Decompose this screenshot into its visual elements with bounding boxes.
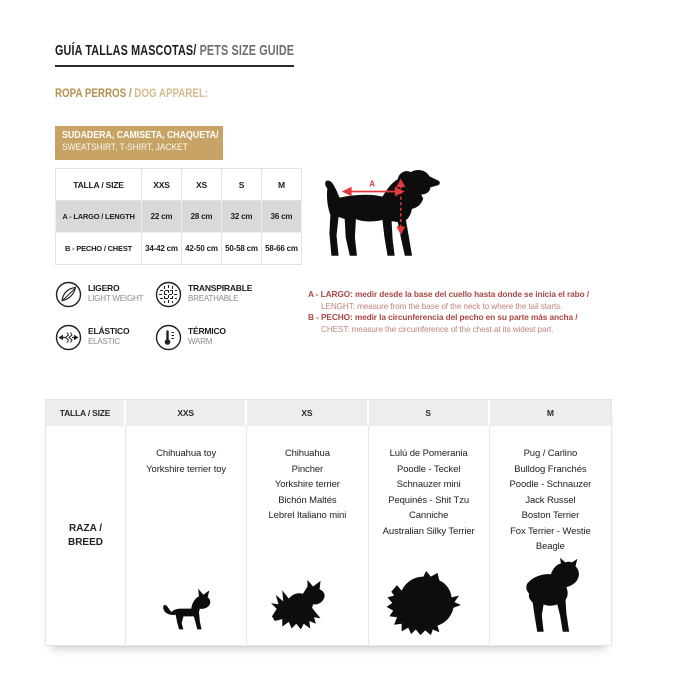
note-a-label: A - LARGO: — [308, 289, 353, 299]
category-line-es: SUDADERA, CAMISETA, CHAQUETA/ — [62, 130, 219, 141]
longhair-chihuahua-silhouette — [266, 579, 348, 635]
breed-item: Yorkshire terrier toy — [146, 463, 227, 475]
breed-table — [45, 399, 612, 646]
feature-name-en: BREATHABLE — [188, 293, 239, 303]
note-a-label-en: LENGHT: — [321, 301, 355, 311]
breed-row-label-en: BREED — [67, 537, 103, 548]
chest-value: 42-50 cm — [182, 233, 222, 265]
size-table-header-cell: S — [222, 169, 262, 201]
breed-item: Bulldog Franchés — [514, 463, 587, 475]
note-b-es — [308, 312, 618, 324]
breed-item: Beagle — [535, 541, 565, 552]
length-value: 22 cm — [142, 201, 182, 233]
breed-item: Pug / Carlino — [523, 448, 578, 459]
feature-name-en: LIGHT WEIGHT — [88, 293, 144, 303]
breed-item: Boston Terrier — [521, 510, 580, 521]
breed-list-xxs — [126, 426, 246, 477]
breed-list-xs — [247, 426, 367, 524]
breed-item: Australian Silky Terrier — [382, 525, 475, 537]
breed-item: Fox Terrier - Westie — [510, 525, 591, 537]
chihuahua-silhouette — [160, 585, 212, 633]
size-table-header-cell: XS — [182, 169, 222, 201]
breed-row-label — [46, 426, 126, 646]
pomeranian-silhouette — [380, 571, 478, 637]
breed-table-body — [46, 425, 611, 646]
note-b-text: medir la circunferencia del pecho en su parte más ancha / — [352, 312, 578, 322]
page-title-en: PETS SIZE GUIDE — [196, 42, 295, 59]
feature-name-en: ELASTIC — [88, 336, 120, 346]
mesh-icon — [155, 281, 182, 308]
feature-lightweight — [55, 281, 155, 308]
note-b-text-en: measure the circumference of the chest at its widest part. — [349, 324, 554, 334]
feature-breathable — [155, 281, 265, 308]
feature-name-es: LIGERO — [88, 283, 120, 293]
breed-table-header — [46, 400, 611, 425]
size-table-header-cell: TALLA / SIZE — [56, 169, 142, 201]
chest-row — [56, 233, 302, 265]
feature-elastic — [55, 324, 155, 351]
french-bulldog-silhouette — [517, 557, 583, 639]
length-value: 28 cm — [182, 201, 222, 233]
measure-a-label: A — [369, 179, 376, 189]
breed-column-s — [369, 426, 490, 646]
dog-measure-diagram-icon — [316, 166, 456, 268]
category-line-en: SWEATSHIRT, T-SHIRT, JACKET — [62, 142, 188, 153]
breed-item: Canniche — [408, 510, 449, 521]
note-a-en — [308, 301, 618, 313]
breed-item: Pincher — [291, 463, 324, 475]
breed-item: Chihuahua — [284, 448, 330, 459]
chest-value: 34-42 cm — [142, 233, 182, 265]
note-a-text-en: measure from the base of the neck to where the tail starts. — [354, 301, 563, 311]
breed-item: Jack Russel — [525, 494, 576, 506]
note-b-label: B - PECHO: — [308, 312, 353, 322]
breed-header-cell: XS — [247, 400, 368, 425]
length-row-label: A - LARGO / LENGTH — [56, 201, 142, 233]
length-value: 32 cm — [222, 201, 262, 233]
breed-item: Yorkshire terrier — [274, 479, 340, 490]
breed-header-cell: TALLA / SIZE — [46, 400, 126, 425]
section-subtitle — [55, 88, 208, 100]
size-table-header-row — [56, 169, 302, 201]
note-b-label-en: CHEST: — [321, 324, 350, 334]
feature-warm — [155, 324, 265, 351]
note-b-en — [308, 324, 618, 336]
page-title-es: GUÍA TALLAS MASCOTAS/ — [55, 42, 197, 59]
measurement-notes — [308, 289, 618, 335]
breed-header-cell: S — [369, 400, 490, 425]
stretch-arrows-icon — [55, 324, 82, 351]
size-table — [55, 168, 302, 265]
chest-value: 50-58 cm — [222, 233, 262, 265]
breed-header-cell: XXS — [126, 400, 247, 425]
feature-name-es: ELÁSTICO — [88, 326, 130, 336]
size-table-header-cell: XXS — [142, 169, 182, 201]
breed-list-s — [369, 426, 489, 539]
feature-list — [55, 281, 265, 351]
chest-value: 58-66 cm — [262, 233, 302, 265]
breed-list-m — [490, 426, 611, 555]
breed-item: Bichón Maltés — [278, 494, 337, 506]
dog-silhouette — [325, 170, 440, 256]
measurement-diagram — [316, 166, 456, 268]
breed-item: Chihuahua toy — [156, 448, 217, 459]
breed-item: Poodle - Schnauzer — [509, 479, 592, 490]
breed-item: Schnauzer mini — [396, 479, 461, 490]
breed-column-m — [490, 426, 611, 646]
thermometer-icon — [155, 324, 182, 351]
breed-column-xxs — [126, 426, 247, 646]
breed-item: Lulú de Pomerania — [389, 448, 468, 459]
breed-item: Poodle - Teckel — [396, 463, 461, 475]
length-row — [56, 201, 302, 233]
chest-row-label: B - PECHO / CHEST — [56, 233, 142, 265]
feature-name-en: WARM — [188, 336, 213, 346]
feature-name-es: TÉRMICO — [188, 326, 226, 336]
breed-column-xs — [247, 426, 368, 646]
breed-row-label-es: RAZA / — [69, 523, 102, 534]
breed-item: Lebrel Italiano mini — [268, 510, 347, 521]
subtitle-en: DOG APPAREL: — [131, 88, 209, 100]
subtitle-es: ROPA PERROS / — [55, 88, 132, 100]
note-a-text: medir desde la base del cuello hasta donde se inicia el rabo / — [352, 289, 590, 299]
size-table-header-cell: M — [262, 169, 302, 201]
note-a-es — [308, 289, 618, 301]
breed-header-cell: M — [490, 400, 611, 425]
category-banner — [55, 126, 223, 160]
feature-name-es: TRANSPIRABLE — [188, 283, 253, 293]
length-value: 36 cm — [262, 201, 302, 233]
page-title — [55, 42, 294, 67]
feather-icon — [55, 281, 82, 308]
breed-item: Pequinés - Shit Tzu — [388, 494, 470, 506]
